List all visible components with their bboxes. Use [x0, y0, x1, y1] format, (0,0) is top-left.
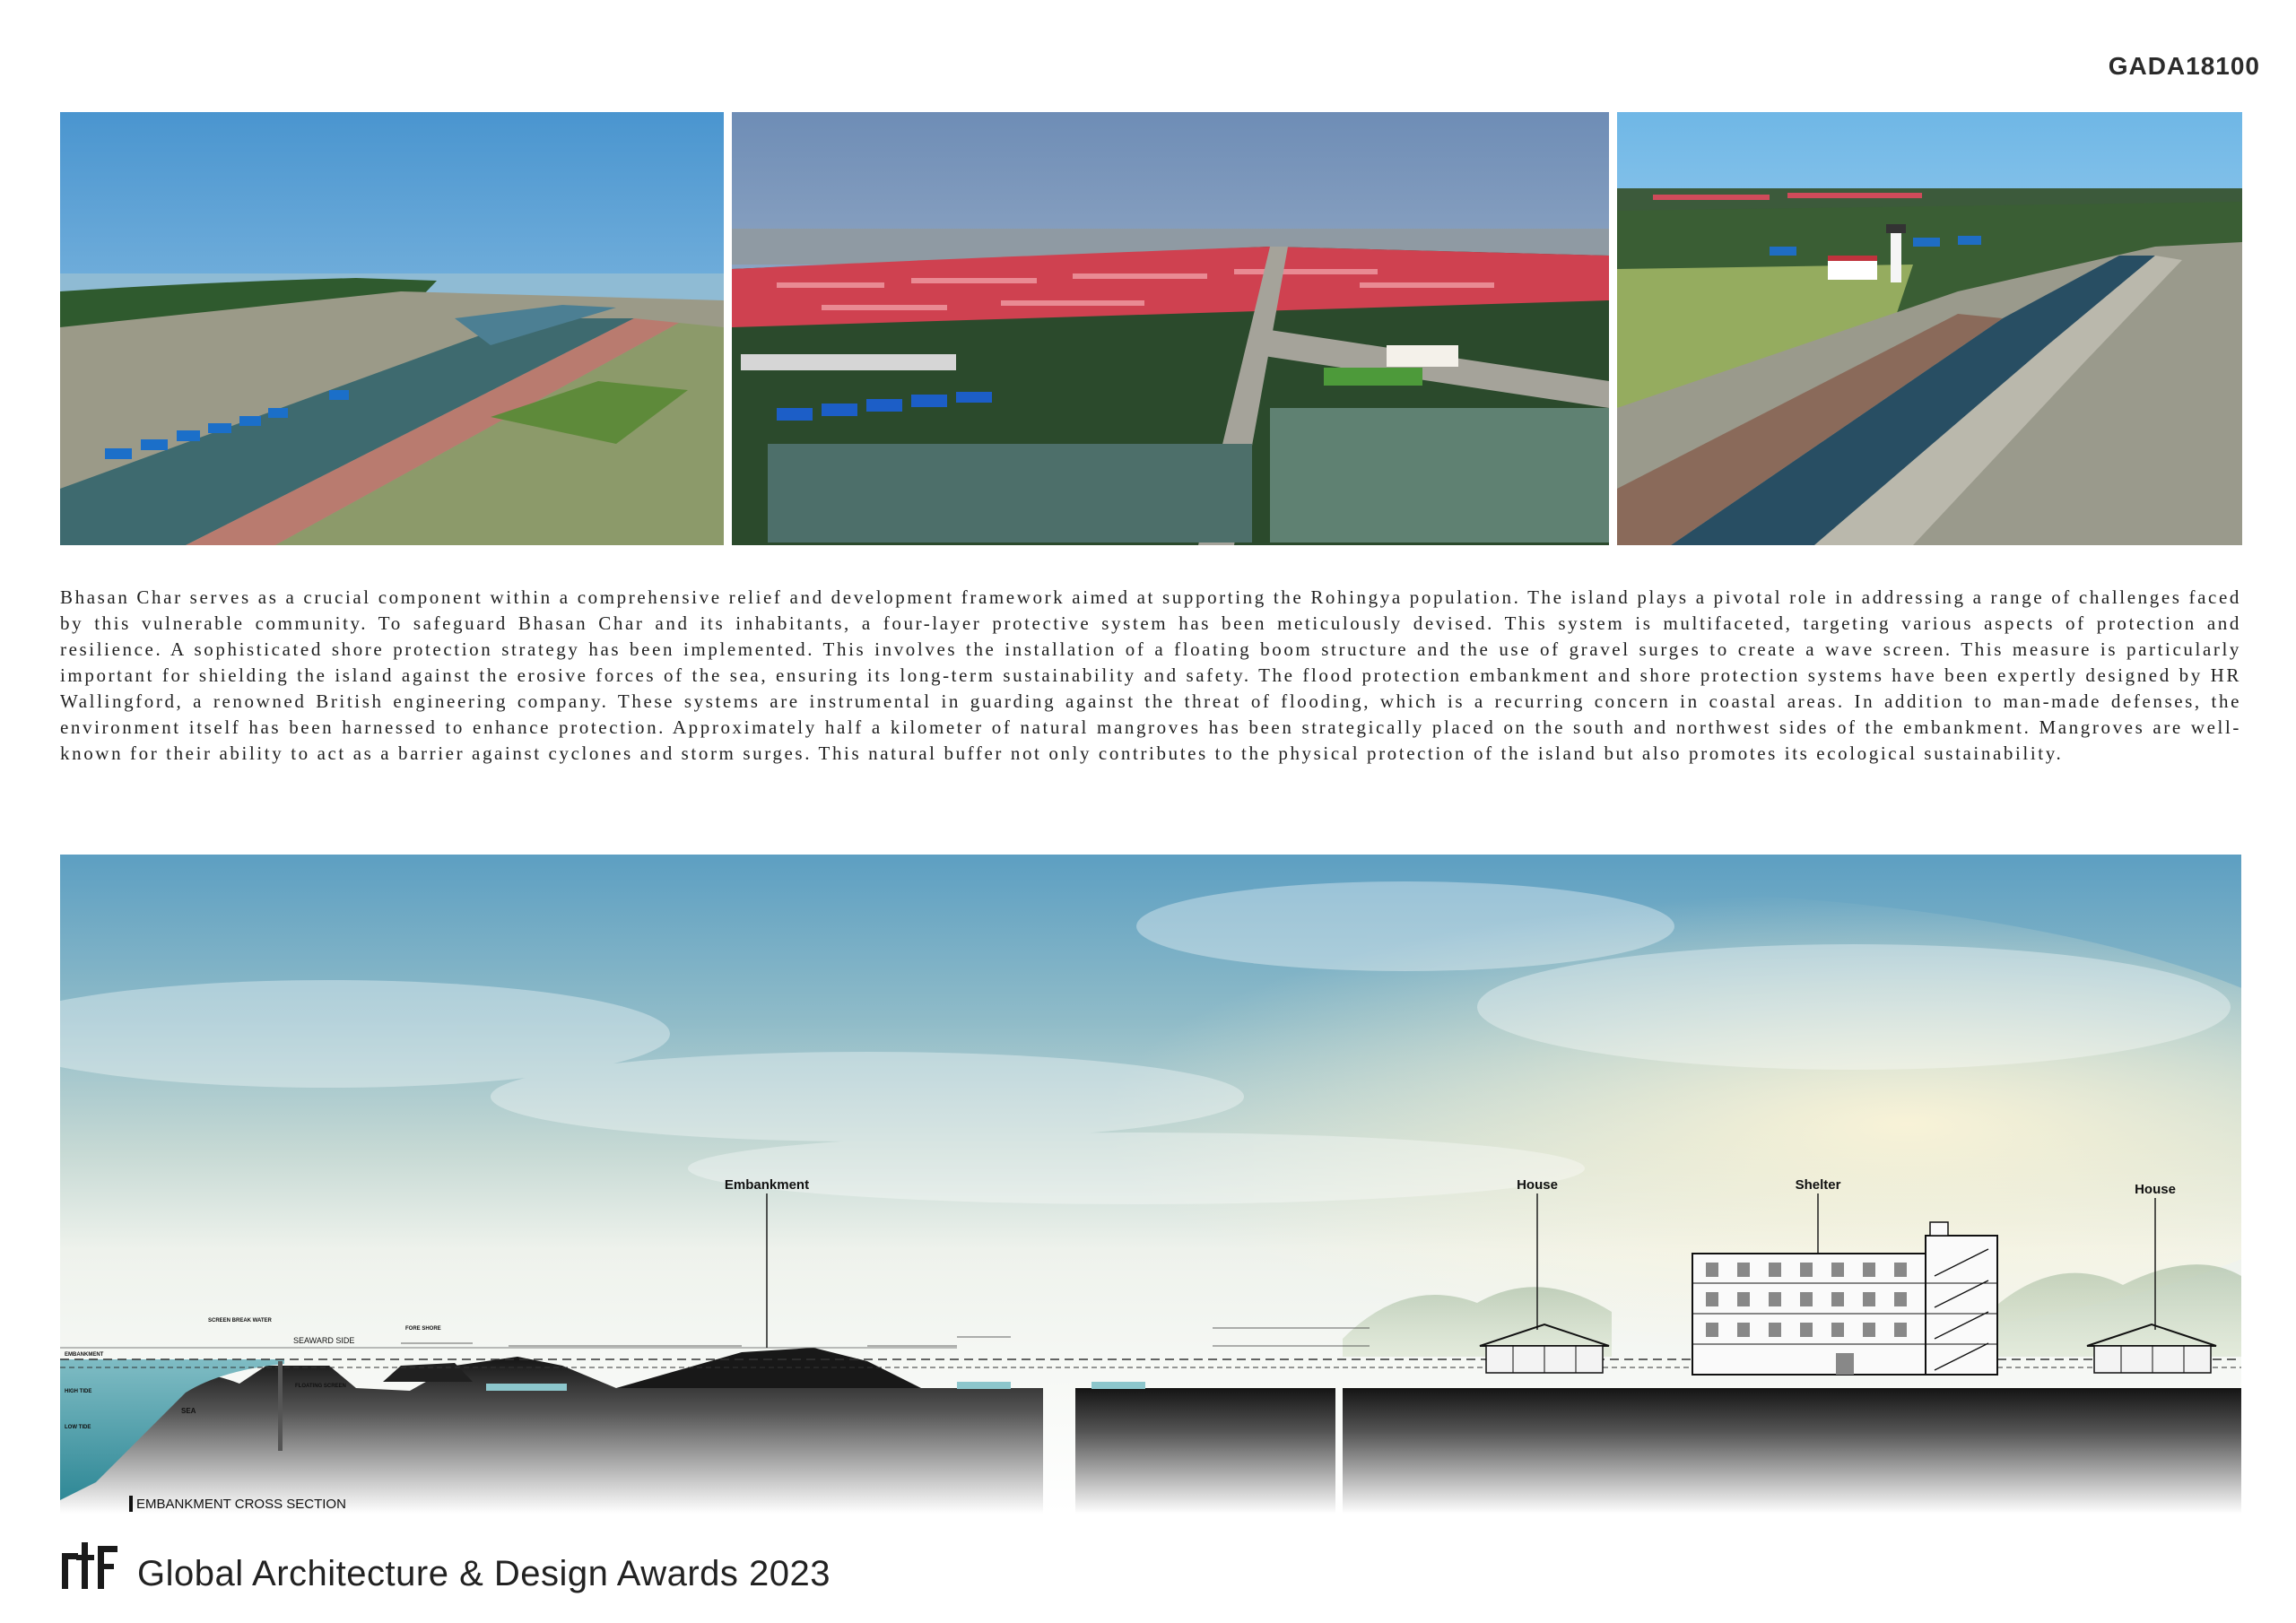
- label-low-tide: LOW TIDE: [65, 1425, 91, 1430]
- embankment-cross-section: [60, 855, 2241, 1514]
- rtf-logo: [60, 1541, 123, 1591]
- photo-embankment-canal: [60, 112, 724, 545]
- label-embankment-tag: EMBANKMENT: [65, 1352, 104, 1358]
- callout-embankment: Embankment: [724, 1177, 810, 1193]
- callout-shelter: Shelter: [1795, 1177, 1841, 1193]
- section-caption: EMBANKMENT CROSS SECTION: [136, 1497, 346, 1512]
- footer-title: Global Architecture & Design Awards 2023: [137, 1554, 831, 1593]
- label-screen-break-water: SCREEN BREAK WATER: [208, 1318, 272, 1324]
- photo-aerial-settlement: [732, 112, 1609, 545]
- label-seaward-side: SEAWARD SIDE: [293, 1336, 355, 1345]
- callout-house-right: House: [2135, 1182, 2176, 1197]
- project-description: Bhasan Char serves as a crucial component within a comprehensive relief and development framework aimed at supporting the Rohingya population. The island plays a pivotal role in addressing a range of challenges faced by this vulnerable community. To safeguard Bhasan Char and its inhabitants, a four-layer protective system has been meticulously devised. This system is multifaceted, targeting various aspects of protection and resilience. A sophisticated shore protection strategy has been implemented. This involves the installation of a floating boom structure and the use of gravel surges to create a wave screen. This measure is particularly important for shielding the island against the erosive forces of the sea, ensuring its long-term sustainability and safety. The flood protection embankment and shore protection systems have been expertly designed by HR Wallingford, a renowned British engineering company. These systems are instrumental in guarding against the threat of flooding, which is a recurring concern in coastal areas. In addition to man-made defenses, the environment itself has been harnessed to enhance protection. Approximately half a kilometer of natural mangroves has been strategically placed on the south and northwest sides of the embankment. Mangroves are well-known for their ability to act as a barrier against cyclones and storm surges. This natural buffer not only contributes to the physical protection of the island but also promotes its ecological sustainability.: [60, 586, 2241, 764]
- callout-house-left: House: [1517, 1177, 1558, 1193]
- label-fore-shore: FORE SHORE: [405, 1326, 441, 1332]
- label-floating-screen: FLOATING SCREEN: [295, 1384, 346, 1389]
- project-code: GADA18100: [2108, 52, 2260, 80]
- label-sea: SEA: [181, 1407, 196, 1415]
- photo-canal-lighthouse: [1617, 112, 2242, 545]
- label-high-tide: HIGH TIDE: [65, 1389, 92, 1394]
